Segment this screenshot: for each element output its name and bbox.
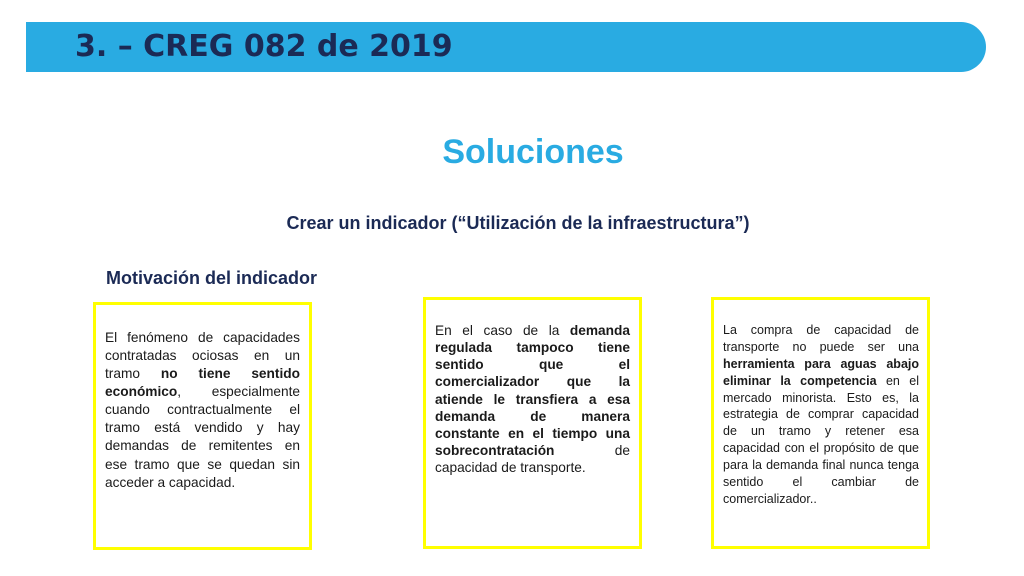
text-box-2-body (435, 322, 630, 476)
text-box-3-text-b: en el mercado minorista. Esto es, la estrategia de comprar capacidad de un tramo y retener esa capacidad con el propósito de que para la demanda final nunca tenga sentido el cambiar de comercializador.. (723, 373, 919, 506)
text-box-1-body (105, 329, 300, 492)
text-box-2-text-b: de capacidad de transporte. (435, 442, 630, 475)
text-box-1-text-a: El fenómeno de capacidades contratadas ociosas en un tramo (105, 330, 300, 382)
subtitle: Crear un indicador (“Utilización de la infraestructura”) (286, 213, 750, 233)
text-box-3-text-a: La compra de capacidad de transporte no puede ser una (723, 323, 919, 354)
section-title: Soluciones (442, 133, 624, 171)
text-box-1 (93, 302, 312, 550)
text-box-3-bold: herramienta para aguas abajo eliminar la competencia (723, 356, 919, 388)
text-box-1-bold: no tiene sentido económico (105, 366, 300, 400)
motivation-label: Motivación del indicador (106, 268, 318, 288)
text-box-3-body (723, 322, 919, 508)
text-box-2 (423, 297, 642, 549)
text-box-1-text-b: , especialmente cuando contractualmente el tramo está vendido y hay demandas de remitentes en ese tramo que se quedan sin acceder a capacidad. (105, 384, 300, 490)
text-box-2-text-a: En el caso de la (435, 323, 570, 338)
text-box-3 (711, 297, 930, 549)
slide-title: 3. – CREG 082 de 2019 (75, 29, 453, 64)
text-box-2-bold: demanda regulada tampoco tiene sentido que el comercializador que la atiende le transfiera a esa demanda de manera constante en el tiempo una sobrecontratación (435, 323, 630, 458)
